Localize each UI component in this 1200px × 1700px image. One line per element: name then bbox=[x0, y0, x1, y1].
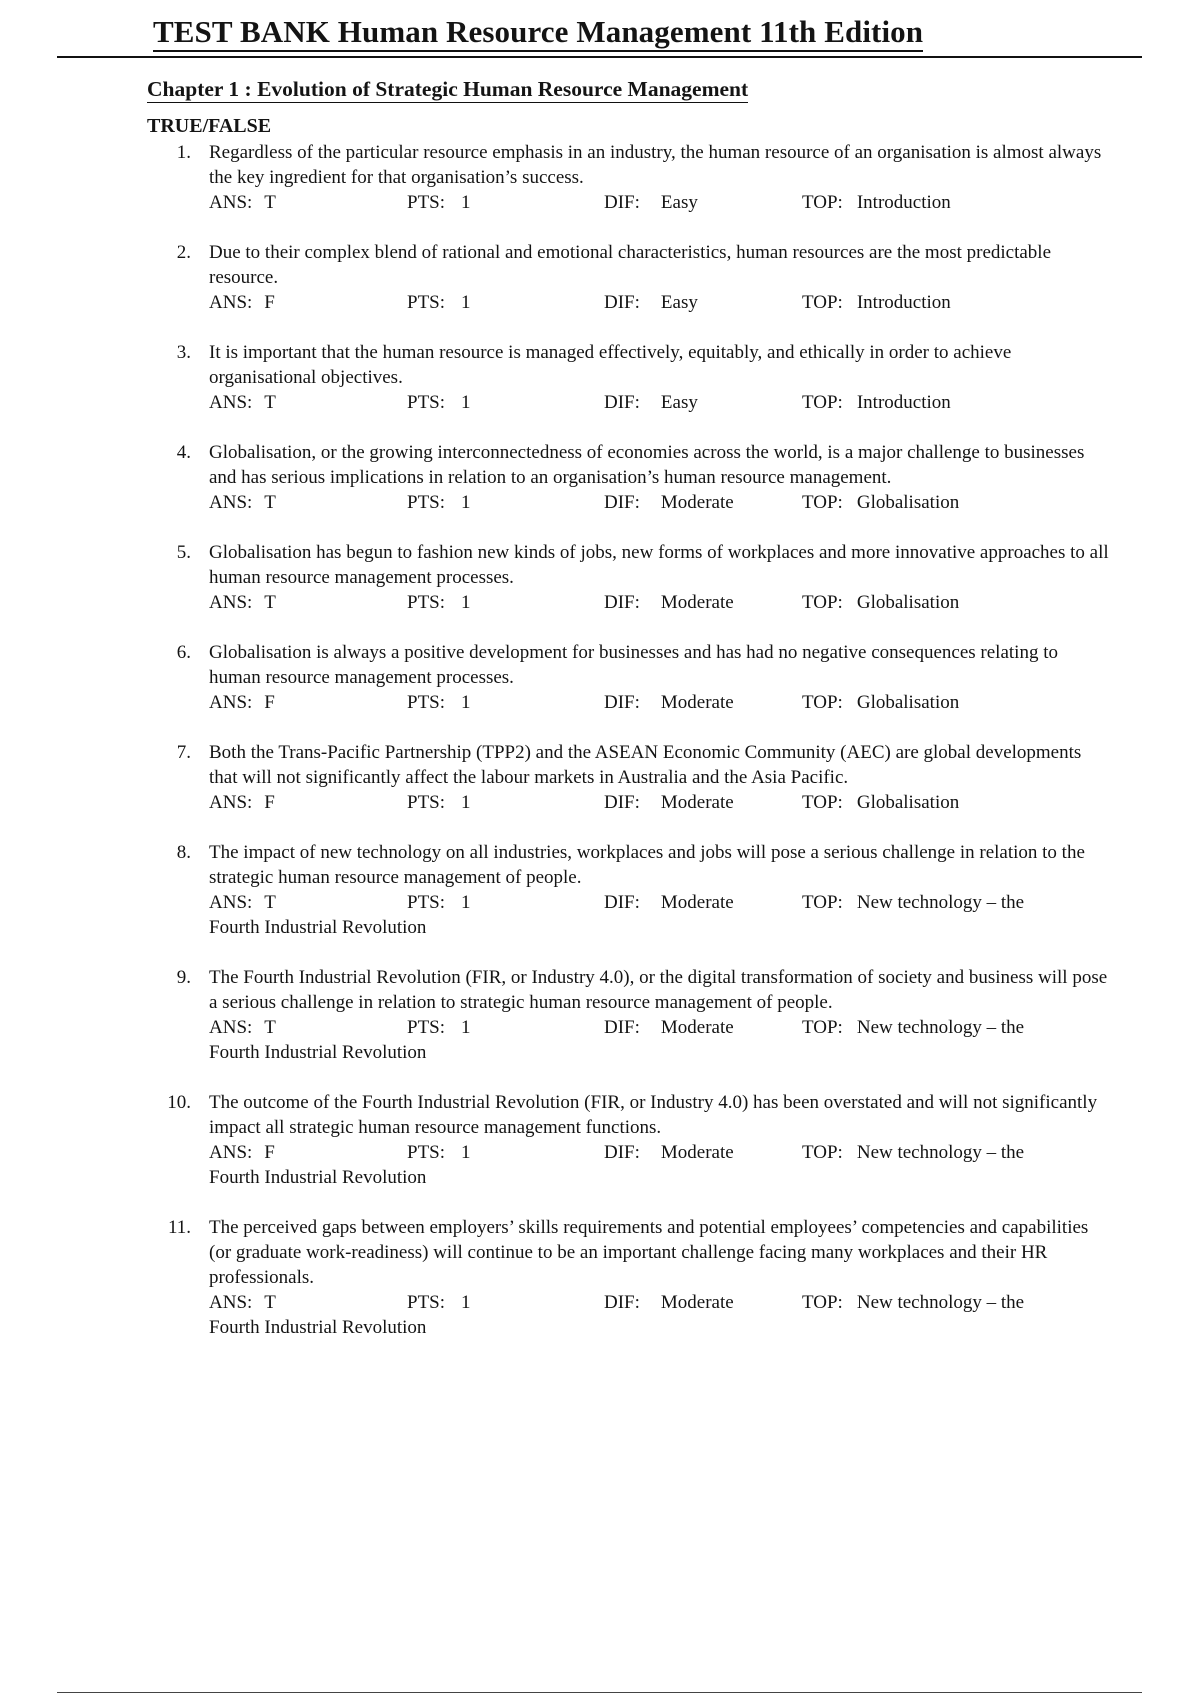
topic-continuation: Fourth Industrial Revolution bbox=[209, 1167, 427, 1188]
answer-value: F bbox=[264, 1142, 275, 1163]
topic-field bbox=[802, 890, 1147, 915]
points-value: 1 bbox=[461, 392, 471, 413]
topic-value: Globalisation bbox=[856, 692, 960, 713]
question-text: The Fourth Industrial Revolution (FIR, or Industry 4.0), or the digital transformation of society and business will pose a serious challenge in relation to strategic human resource management of people. bbox=[209, 967, 1108, 1013]
question-item bbox=[147, 340, 1147, 415]
question-text: It is important that the human resource is managed effectively, equitably, and ethically in order to achieve organisational objectives. bbox=[209, 342, 1012, 388]
answer-field bbox=[209, 790, 407, 815]
difficulty-label: DIF: bbox=[604, 392, 640, 413]
answer-value: F bbox=[264, 292, 275, 313]
points-field bbox=[407, 290, 604, 315]
answer-field bbox=[209, 890, 407, 915]
difficulty-field bbox=[604, 390, 802, 415]
difficulty-label: DIF: bbox=[604, 1142, 640, 1163]
question-number: 7. bbox=[176, 742, 191, 763]
difficulty-value: Easy bbox=[660, 392, 698, 413]
answer-meta-row bbox=[209, 690, 1147, 715]
difficulty-value: Moderate bbox=[660, 692, 734, 713]
question-item bbox=[147, 1215, 1147, 1340]
answer-label: ANS: bbox=[209, 792, 253, 813]
topic-field bbox=[802, 490, 1147, 515]
question-item bbox=[147, 740, 1147, 815]
answer-value: T bbox=[264, 892, 276, 913]
answer-label: ANS: bbox=[209, 1017, 253, 1038]
points-label: PTS: bbox=[407, 1017, 446, 1038]
difficulty-label: DIF: bbox=[604, 792, 640, 813]
topic-value: Introduction bbox=[856, 392, 951, 413]
difficulty-value: Moderate bbox=[660, 892, 734, 913]
difficulty-field bbox=[604, 590, 802, 615]
topic-field bbox=[802, 1290, 1147, 1315]
answer-field bbox=[209, 690, 407, 715]
topic-continuation: Fourth Industrial Revolution bbox=[209, 1317, 427, 1338]
topic-label: TOP: bbox=[802, 492, 843, 513]
points-value: 1 bbox=[461, 492, 471, 513]
answer-value: F bbox=[264, 792, 275, 813]
points-label: PTS: bbox=[407, 492, 446, 513]
question-text: The outcome of the Fourth Industrial Revolution (FIR, or Industry 4.0) has been overstated and will not significantly impact all strategic human resource management functions. bbox=[209, 1092, 1098, 1138]
question-item bbox=[147, 840, 1147, 940]
question-text: Due to their complex blend of rational and emotional characteristics, human resources are the most predictable resource. bbox=[209, 242, 1052, 288]
points-field bbox=[407, 1290, 604, 1315]
points-label: PTS: bbox=[407, 792, 446, 813]
points-field bbox=[407, 1140, 604, 1165]
question-item bbox=[147, 1090, 1147, 1190]
page-title: TEST BANK Human Resource Management 11th Edition bbox=[153, 14, 923, 52]
chapter-title: Chapter 1 : Evolution of Strategic Human Resource Management bbox=[147, 77, 749, 101]
points-label: PTS: bbox=[407, 292, 446, 313]
question-number: 1. bbox=[176, 142, 191, 163]
answer-field bbox=[209, 490, 407, 515]
question-item bbox=[147, 240, 1147, 315]
topic-continuation: Fourth Industrial Revolution bbox=[209, 917, 427, 938]
points-label: PTS: bbox=[407, 1292, 446, 1313]
question-text: Regardless of the particular resource emphasis in an industry, the human resource of an organisation is almost always the key ingredient for that organisation’s success. bbox=[209, 142, 1102, 188]
topic-label: TOP: bbox=[802, 1292, 843, 1313]
topic-field bbox=[802, 790, 1147, 815]
topic-field bbox=[802, 1140, 1147, 1165]
points-label: PTS: bbox=[407, 392, 446, 413]
topic-value: New technology – the bbox=[856, 892, 1025, 913]
topic-label: TOP: bbox=[802, 392, 843, 413]
points-field bbox=[407, 690, 604, 715]
question-number: 3. bbox=[176, 342, 191, 363]
footer-divider bbox=[57, 1692, 1142, 1693]
answer-meta-row bbox=[209, 890, 1147, 915]
topic-field bbox=[802, 190, 1147, 215]
answer-value: T bbox=[264, 392, 276, 413]
difficulty-value: Easy bbox=[660, 192, 698, 213]
answer-meta-row bbox=[209, 1015, 1147, 1040]
question-number: 11. bbox=[167, 1217, 191, 1238]
answer-label: ANS: bbox=[209, 592, 253, 613]
points-label: PTS: bbox=[407, 692, 446, 713]
topic-label: TOP: bbox=[802, 1017, 843, 1038]
question-number: 2. bbox=[176, 242, 191, 263]
topic-label: TOP: bbox=[802, 1142, 843, 1163]
points-field bbox=[407, 790, 604, 815]
points-value: 1 bbox=[461, 192, 471, 213]
points-value: 1 bbox=[461, 692, 471, 713]
points-field bbox=[407, 1015, 604, 1040]
difficulty-field bbox=[604, 690, 802, 715]
topic-value: New technology – the bbox=[856, 1017, 1025, 1038]
answer-field bbox=[209, 190, 407, 215]
topic-field bbox=[802, 1015, 1147, 1040]
difficulty-value: Easy bbox=[660, 292, 698, 313]
answer-label: ANS: bbox=[209, 1292, 253, 1313]
topic-field bbox=[802, 590, 1147, 615]
topic-value: Globalisation bbox=[856, 792, 960, 813]
difficulty-label: DIF: bbox=[604, 192, 640, 213]
answer-label: ANS: bbox=[209, 892, 253, 913]
answer-value: T bbox=[264, 192, 276, 213]
answer-field bbox=[209, 290, 407, 315]
answer-label: ANS: bbox=[209, 1142, 253, 1163]
topic-value: Globalisation bbox=[856, 592, 960, 613]
answer-field bbox=[209, 1140, 407, 1165]
difficulty-value: Moderate bbox=[660, 492, 734, 513]
topic-continuation: Fourth Industrial Revolution bbox=[209, 1042, 427, 1063]
answer-meta-row bbox=[209, 1290, 1147, 1315]
question-text: Globalisation is always a positive development for businesses and has had no negative consequences relating to human resource management processes. bbox=[209, 642, 1058, 688]
topic-field bbox=[802, 390, 1147, 415]
points-value: 1 bbox=[461, 792, 471, 813]
difficulty-field bbox=[604, 1290, 802, 1315]
question-number: 9. bbox=[176, 967, 191, 988]
topic-label: TOP: bbox=[802, 892, 843, 913]
points-field bbox=[407, 190, 604, 215]
question-item bbox=[147, 140, 1147, 215]
question-item bbox=[147, 540, 1147, 615]
points-value: 1 bbox=[461, 1292, 471, 1313]
answer-value: F bbox=[264, 692, 275, 713]
topic-value: Introduction bbox=[856, 192, 951, 213]
answer-meta-row bbox=[209, 590, 1147, 615]
answer-value: T bbox=[264, 492, 276, 513]
difficulty-value: Moderate bbox=[660, 1292, 734, 1313]
points-value: 1 bbox=[461, 592, 471, 613]
difficulty-value: Moderate bbox=[660, 592, 734, 613]
question-number: 5. bbox=[176, 542, 191, 563]
points-label: PTS: bbox=[407, 592, 446, 613]
question-text: Both the Trans-Pacific Partnership (TPP2) and the ASEAN Economic Community (AEC) are global developments that will not significantly affect the labour markets in Australia and the Asia Pacific. bbox=[209, 742, 1082, 788]
answer-meta-row bbox=[209, 1140, 1147, 1165]
difficulty-field bbox=[604, 1015, 802, 1040]
difficulty-label: DIF: bbox=[604, 892, 640, 913]
difficulty-value: Moderate bbox=[660, 1017, 734, 1038]
answer-label: ANS: bbox=[209, 192, 253, 213]
answer-value: T bbox=[264, 592, 276, 613]
answer-label: ANS: bbox=[209, 392, 253, 413]
question-text: The perceived gaps between employers’ skills requirements and potential employees’ competencies and capabilities (or graduate work-readiness) will continue to be an important challenge facing many workplaces and their HR professionals. bbox=[209, 1217, 1089, 1288]
question-item bbox=[147, 965, 1147, 1065]
header-divider bbox=[57, 56, 1142, 58]
answer-meta-row bbox=[209, 790, 1147, 815]
question-item bbox=[147, 440, 1147, 515]
topic-field bbox=[802, 690, 1147, 715]
topic-value: New technology – the bbox=[856, 1292, 1025, 1313]
difficulty-field bbox=[604, 1140, 802, 1165]
answer-field bbox=[209, 1015, 407, 1040]
points-value: 1 bbox=[461, 1017, 471, 1038]
topic-label: TOP: bbox=[802, 292, 843, 313]
answer-label: ANS: bbox=[209, 692, 253, 713]
topic-field bbox=[802, 290, 1147, 315]
answer-label: ANS: bbox=[209, 292, 253, 313]
points-value: 1 bbox=[461, 292, 471, 313]
topic-value: Introduction bbox=[856, 292, 951, 313]
question-list bbox=[147, 140, 1147, 1365]
answer-label: ANS: bbox=[209, 492, 253, 513]
points-value: 1 bbox=[461, 892, 471, 913]
topic-label: TOP: bbox=[802, 692, 843, 713]
question-text: Globalisation, or the growing interconnectedness of economies across the world, is a major challenge to businesses and has serious implications in relation to an organisation’s human resource management. bbox=[209, 442, 1085, 488]
topic-label: TOP: bbox=[802, 592, 843, 613]
points-field bbox=[407, 490, 604, 515]
topic-label: TOP: bbox=[802, 792, 843, 813]
points-value: 1 bbox=[461, 1142, 471, 1163]
difficulty-label: DIF: bbox=[604, 492, 640, 513]
topic-value: New technology – the bbox=[856, 1142, 1025, 1163]
question-number: 8. bbox=[176, 842, 191, 863]
points-field bbox=[407, 890, 604, 915]
answer-meta-row bbox=[209, 190, 1147, 215]
answer-meta-row bbox=[209, 390, 1147, 415]
question-item bbox=[147, 640, 1147, 715]
question-number: 6. bbox=[176, 642, 191, 663]
answer-field bbox=[209, 1290, 407, 1315]
difficulty-label: DIF: bbox=[604, 292, 640, 313]
difficulty-field bbox=[604, 890, 802, 915]
question-text: Globalisation has begun to fashion new kinds of jobs, new forms of workplaces and more innovative approaches to all human resource management processes. bbox=[209, 542, 1109, 588]
answer-value: T bbox=[264, 1017, 276, 1038]
difficulty-value: Moderate bbox=[660, 792, 734, 813]
answer-field bbox=[209, 590, 407, 615]
points-field bbox=[407, 590, 604, 615]
section-label: TRUE/FALSE bbox=[147, 115, 272, 137]
topic-label: TOP: bbox=[802, 192, 843, 213]
difficulty-label: DIF: bbox=[604, 1292, 640, 1313]
answer-meta-row bbox=[209, 290, 1147, 315]
points-label: PTS: bbox=[407, 892, 446, 913]
difficulty-field bbox=[604, 290, 802, 315]
points-label: PTS: bbox=[407, 1142, 446, 1163]
difficulty-field bbox=[604, 490, 802, 515]
difficulty-value: Moderate bbox=[660, 1142, 734, 1163]
question-text: The impact of new technology on all industries, workplaces and jobs will pose a serious challenge in relation to the strategic human resource management of people. bbox=[209, 842, 1085, 888]
difficulty-label: DIF: bbox=[604, 1017, 640, 1038]
answer-value: T bbox=[264, 1292, 276, 1313]
topic-value: Globalisation bbox=[856, 492, 960, 513]
question-number: 10. bbox=[167, 1092, 191, 1113]
points-field bbox=[407, 390, 604, 415]
answer-meta-row bbox=[209, 490, 1147, 515]
difficulty-field bbox=[604, 190, 802, 215]
difficulty-label: DIF: bbox=[604, 592, 640, 613]
question-number: 4. bbox=[176, 442, 191, 463]
answer-field bbox=[209, 390, 407, 415]
difficulty-field bbox=[604, 790, 802, 815]
difficulty-label: DIF: bbox=[604, 692, 640, 713]
points-label: PTS: bbox=[407, 192, 446, 213]
